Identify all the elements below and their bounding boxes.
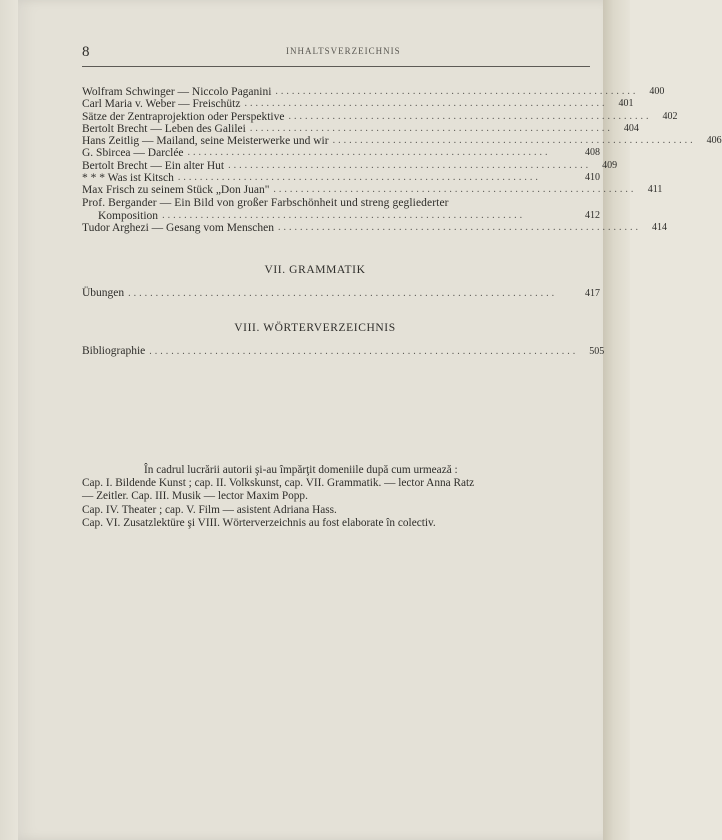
toc-entry-page: 402 (662, 110, 678, 122)
toc-entry-title: Tudor Arghezi — Gesang vom Menschen (82, 221, 274, 234)
toc-entry-title: Max Frisch zu seinem Stück „Don Juan" (82, 184, 270, 197)
toc-entry (82, 110, 678, 123)
dot-leader: .................................................................. (332, 135, 696, 147)
dot-leader: .................................................................. (187, 147, 551, 159)
toc-entry-page: 401 (618, 98, 634, 110)
toc-entry-page: 505 (589, 346, 605, 357)
toc-entry (82, 221, 667, 234)
toc-entry-page: 411 (647, 184, 663, 196)
toc-entry-title: Bertolt Brecht — Ein alter Hut (82, 159, 225, 172)
toc-entry (82, 345, 605, 357)
toc-entry (82, 135, 722, 148)
toc-entry (82, 197, 600, 210)
dot-leader: .................................................................. (275, 86, 639, 97)
toc-entry-continuation (82, 210, 600, 222)
toc-entry (82, 147, 600, 159)
toc-entry (82, 287, 600, 299)
table-of-contents (82, 86, 722, 234)
dot-leader: .............................................................................. (128, 288, 558, 299)
header-rule (82, 66, 590, 67)
toc-entry (82, 172, 600, 184)
section-heading-grammatik: VII. GRAMMATIK (264, 264, 366, 276)
toc-entry-title: Prof. Bergander — Ein Bild von großer Farbschönheit und streng gegliederter (82, 197, 449, 210)
toc-entry-page: 400 (649, 86, 665, 97)
note-line: — Zeitler. Cap. III. Musik — lector Maxim Popp. (82, 490, 308, 503)
note-line: În cadrul lucrării autorii şi-au împărţit domeniile după cum urmează : (144, 464, 458, 476)
toc-entry-title: Hans Zeitlig — Mailand, seine Meisterwerke und wir (82, 135, 329, 148)
toc-entry-title: Sätze der Zentraprojektion oder Perspektive (82, 110, 285, 123)
toc-entry (82, 159, 618, 172)
toc-entry-page: 410 (585, 172, 600, 184)
dot-leader: .................................................................. (177, 172, 541, 184)
toc-entry (82, 98, 634, 111)
toc-entry-page: 414 (651, 221, 667, 233)
note-line: Cap. IV. Theater ; cap. V. Film — asistent Adriana Hass. (82, 503, 337, 516)
dot-leader: .................................................................. (277, 221, 641, 233)
dot-leader: .................................................................. (162, 209, 526, 221)
authorship-note (82, 464, 582, 530)
toc-entry-title: * * * Was ist Kitsch (82, 172, 174, 185)
note-line: Cap. I. Bildende Kunst ; cap. II. Volkskunst, cap. VII. Grammatik. — lector Anna Ratz (82, 477, 475, 490)
dot-leader: .................................................................. (249, 122, 613, 134)
dot-leader: .................................................................. (228, 159, 592, 171)
dot-leader: .................................................................. (273, 184, 637, 196)
toc-entry (82, 122, 639, 135)
section-heading-woerterverzeichnis: VIII. WÖRTERVERZEICHNIS (234, 322, 396, 334)
page-number: 8 (82, 44, 90, 60)
toc-entry-title: Bibliographie (82, 345, 146, 357)
toc-entry (82, 86, 665, 98)
toc-entry-title: Komposition (98, 209, 159, 222)
toc-entry-page: 409 (602, 159, 618, 171)
toc-entry-title: G. Sbircea — Darclée (82, 147, 184, 160)
dot-leader: .............................................................................. (149, 346, 579, 357)
toc-entry-page: 408 (585, 147, 600, 159)
note-line: Cap. VI. Zusatzlektüre şi VIII. Wörterverzeichnis au fost elaborate în colectiv. (82, 516, 436, 529)
toc-entry (82, 184, 663, 197)
left-margin (0, 0, 18, 840)
toc-entry-title: Carl Maria v. Weber — Freischütz (82, 98, 241, 111)
toc-entry-title: Übungen (82, 287, 125, 299)
toc-entry-title: Bertolt Brecht — Leben des Galilei (82, 122, 246, 135)
toc-entry-page: 406 (706, 135, 722, 147)
toc-entry-page: 404 (623, 122, 639, 134)
dot-leader: .................................................................. (244, 98, 608, 110)
dot-leader: .................................................................. (288, 110, 652, 122)
toc-entry-page: 417 (585, 288, 600, 299)
toc-entry-page: 412 (585, 209, 600, 221)
running-head: INHALTSVERZEICHNIS (286, 46, 401, 56)
toc-entry-title: Wolfram Schwinger — Niccolo Paganini (82, 86, 272, 98)
